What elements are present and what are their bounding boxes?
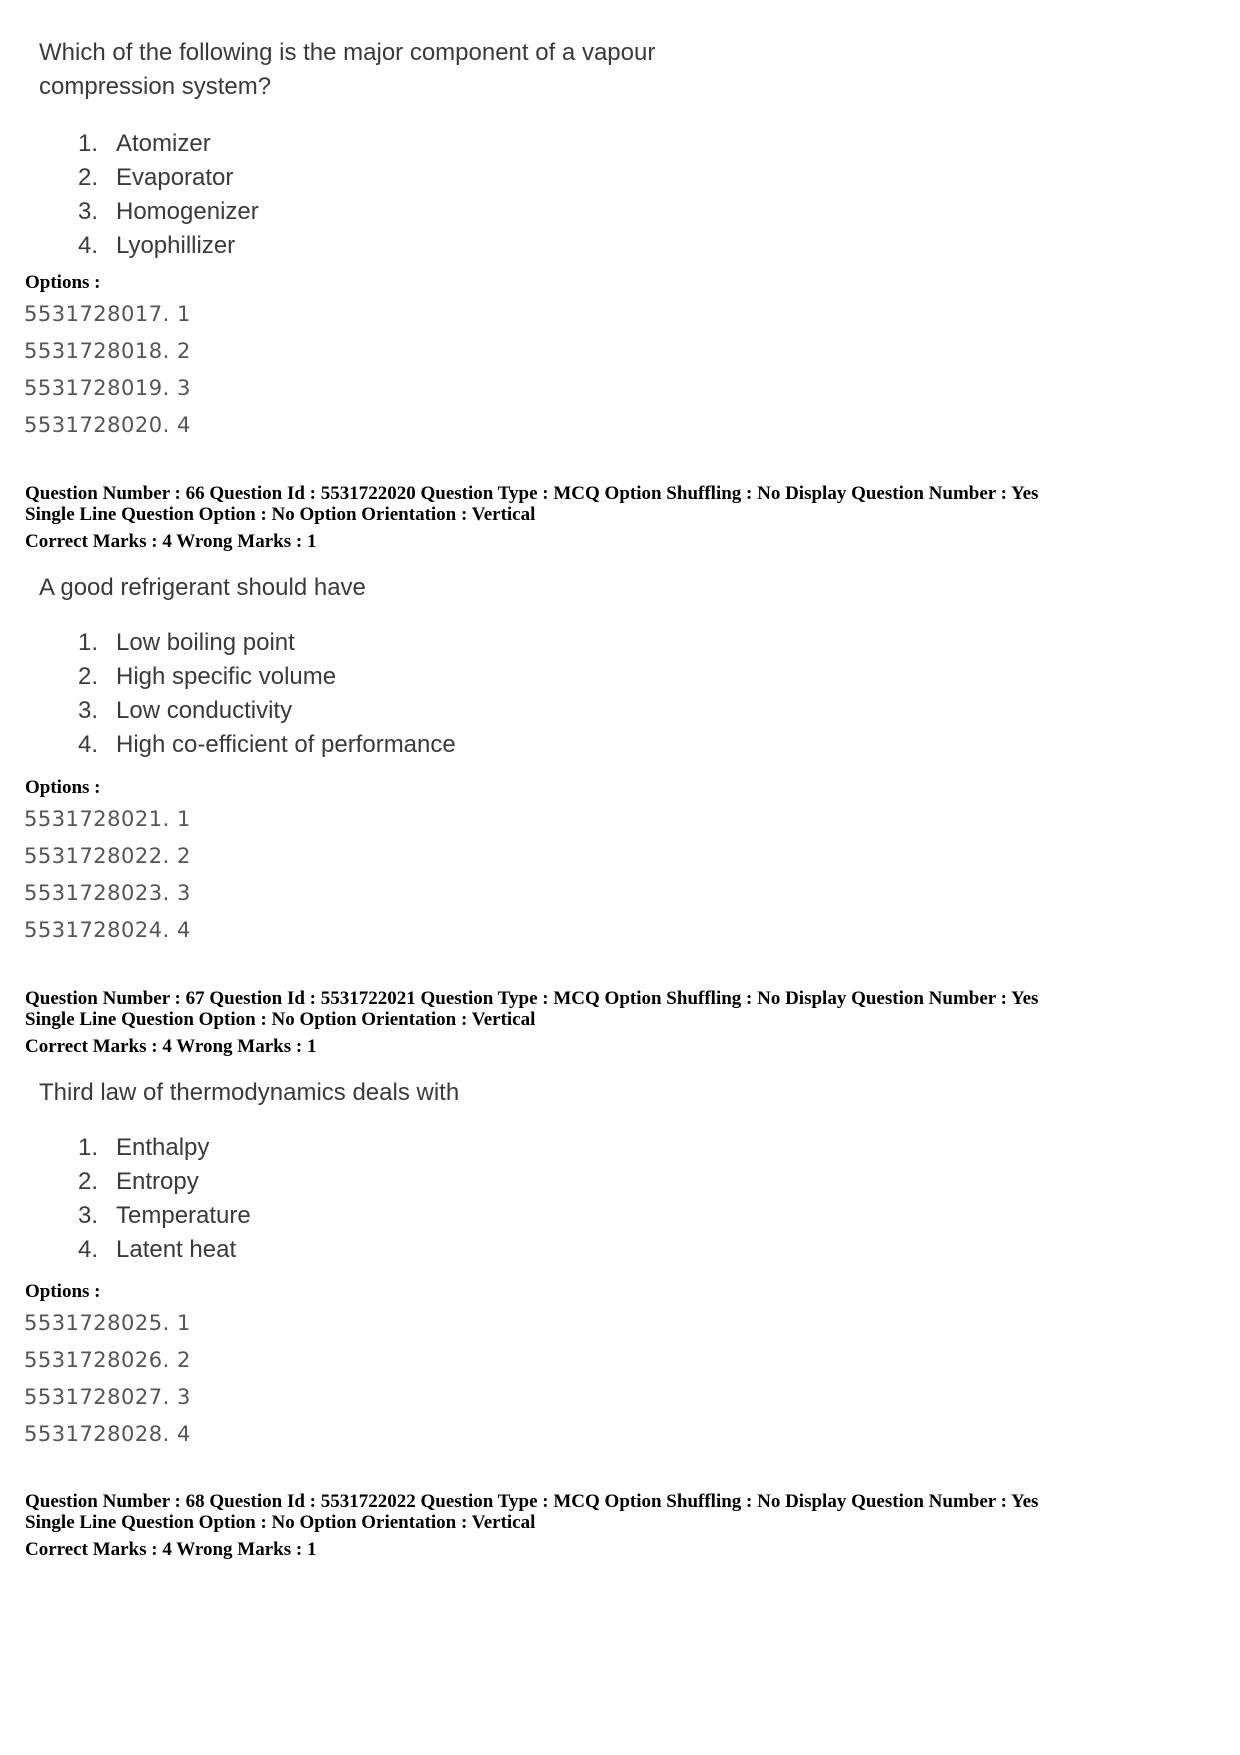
question-meta-line: Question Number : 68 Question Id : 5531722022 Question Type : MCQ Option Shuffling : No Display Question Number : Yes (25, 1491, 1039, 1512)
options-label: Options : (25, 777, 101, 798)
option-id: 5531728018. 2 (24, 339, 191, 363)
question-meta (25, 988, 1225, 1030)
question-meta (25, 483, 1225, 525)
question-marks: Correct Marks : 4 Wrong Marks : 1 (25, 531, 317, 552)
answer-choice: 4. Lyophillizer (78, 232, 236, 259)
option-id-list (24, 296, 191, 444)
answer-choice: 3. Low conductivity (78, 697, 293, 724)
option-id: 5531728022. 2 (24, 844, 191, 868)
option-id-list (24, 801, 191, 949)
answer-choice: 2. Entropy (78, 1168, 199, 1195)
answer-choices (78, 127, 259, 263)
answer-choices (78, 1131, 251, 1267)
question-meta-line: Single Line Question Option : No Option Orientation : Vertical (25, 504, 536, 525)
question-meta-line: Question Number : 67 Question Id : 5531722021 Question Type : MCQ Option Shuffling : No Display Question Number : Yes (25, 988, 1039, 1009)
question-stem (39, 1076, 459, 1110)
option-id: 5531728017. 1 (24, 302, 191, 326)
option-id: 5531728028. 4 (24, 1422, 191, 1446)
question-stem-line: Third law of thermodynamics deals with (39, 1079, 460, 1106)
option-id: 5531728020. 4 (24, 413, 191, 437)
answer-choices (78, 626, 456, 762)
option-id-list (24, 1305, 191, 1453)
answer-choice: 3. Temperature (78, 1202, 251, 1229)
question-stem-line: Which of the following is the major component of a vapour (39, 39, 656, 66)
answer-choice: 2. Evaporator (78, 164, 234, 191)
answer-choice: 4. High co-efficient of performance (78, 731, 456, 758)
answer-choice: 1. Enthalpy (78, 1134, 210, 1161)
answer-choice: 3. Homogenizer (78, 198, 259, 225)
question-meta-line: Single Line Question Option : No Option Orientation : Vertical (25, 1009, 536, 1030)
option-id: 5531728019. 3 (24, 376, 191, 400)
question-meta-line: Question Number : 66 Question Id : 5531722020 Question Type : MCQ Option Shuffling : No Display Question Number : Yes (25, 483, 1039, 504)
option-id: 5531728025. 1 (24, 1311, 191, 1335)
question-marks: Correct Marks : 4 Wrong Marks : 1 (25, 1036, 317, 1057)
option-id: 5531728021. 1 (24, 807, 191, 831)
answer-choice: 1. Low boiling point (78, 629, 295, 656)
question-marks: Correct Marks : 4 Wrong Marks : 1 (25, 1539, 317, 1560)
question-stem-line: compression system? (39, 73, 272, 100)
option-id: 5531728026. 2 (24, 1348, 191, 1372)
option-id: 5531728023. 3 (24, 881, 191, 905)
options-label: Options : (25, 272, 101, 293)
option-id: 5531728027. 3 (24, 1385, 191, 1409)
question-stem (39, 36, 655, 104)
question-meta-line: Single Line Question Option : No Option Orientation : Vertical (25, 1512, 536, 1533)
answer-choice: 2. High specific volume (78, 663, 337, 690)
question-stem (39, 571, 366, 605)
options-label: Options : (25, 1281, 101, 1302)
question-meta (25, 1491, 1225, 1533)
answer-choice: 1. Atomizer (78, 130, 211, 157)
option-id: 5531728024. 4 (24, 918, 191, 942)
question-stem-line: A good refrigerant should have (39, 574, 366, 601)
answer-choice: 4. Latent heat (78, 1236, 237, 1263)
